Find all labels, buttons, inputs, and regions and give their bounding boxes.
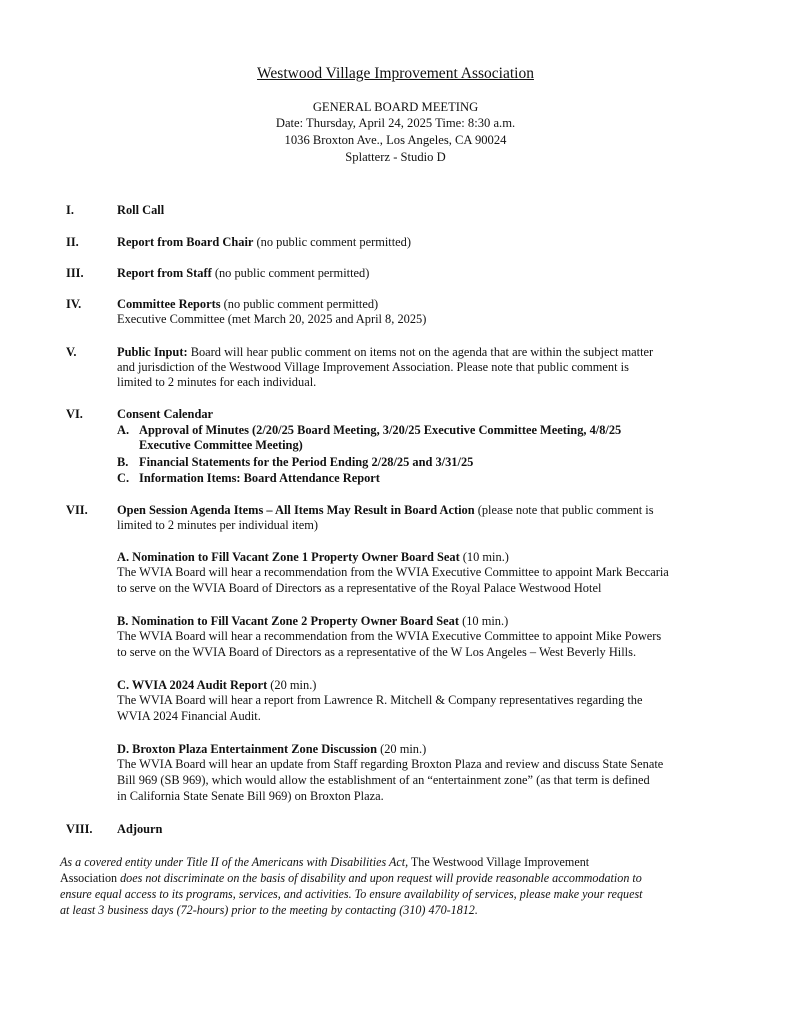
- item-number: IV.: [66, 297, 82, 311]
- item-number: III.: [66, 266, 84, 280]
- ada-notice-line: [60, 871, 740, 887]
- item-staff: [117, 266, 747, 282]
- item-number: VI.: [66, 407, 83, 421]
- ada-notice-line: ensure equal access to its programs, services, and activities. To ensure availability of services, please make your request: [60, 887, 643, 901]
- agenda-item-time: (10 min.): [459, 614, 509, 628]
- agenda-item-title: C. WVIA 2024 Audit Report: [117, 678, 268, 692]
- ada-text: The Westwood Village Improvement: [408, 855, 590, 869]
- subitem-information-items: Information Items: Board Attendance Report: [139, 471, 380, 485]
- item-text: limited to 2 minutes for each individual.: [117, 375, 317, 389]
- item-number: V.: [66, 345, 77, 359]
- item-open-session: [117, 503, 747, 519]
- agenda-item-text: to serve on the WVIA Board of Directors as a representative of the W Los Angeles – West Beverly Hills.: [117, 645, 637, 659]
- ada-text: Association: [60, 871, 118, 885]
- item-number: II.: [66, 235, 79, 249]
- subitem-financial-statements: Financial Statements for the Period Ending 2/28/25 and 3/31/25: [139, 455, 474, 469]
- agenda-item-time: (20 min.): [267, 678, 317, 692]
- subitem-letter: C.: [117, 471, 130, 485]
- meeting-venue: Splatterz - Studio D: [345, 150, 446, 164]
- ada-text-italic: does not discriminate on the basis of disability and upon request will provide reasonable accommodation to: [117, 871, 642, 885]
- agenda-item-text: The WVIA Board will hear a recommendation from the WVIA Executive Committee to appoint Mike Powers: [117, 629, 662, 643]
- item-title: Committee Reports: [117, 297, 221, 311]
- agenda-item-text: The WVIA Board will hear an update from Staff regarding Broxton Plaza and review and discuss State Senate: [117, 757, 664, 771]
- item-note: (please note that public comment is: [474, 503, 654, 517]
- item-committee-reports: [117, 297, 747, 313]
- agenda-item-title: A. Nomination to Fill Vacant Zone 1 Property Owner Board Seat: [117, 550, 460, 564]
- agenda-item-d-heading: [117, 742, 747, 758]
- item-number: I.: [66, 203, 74, 217]
- subitem-letter: B.: [117, 455, 129, 469]
- ada-text-italic: As a covered entity under Title II of the Americans with Disabilities Act,: [60, 855, 409, 869]
- item-number: VII.: [66, 503, 88, 517]
- item-note: (no public comment permitted): [220, 297, 379, 311]
- agenda-item-a-heading: [117, 550, 747, 566]
- agenda-item-time: (20 min.): [376, 742, 427, 756]
- item-title-roll-call: Roll Call: [117, 203, 165, 217]
- meeting-type: GENERAL BOARD MEETING: [312, 100, 479, 114]
- item-title-adjourn: Adjourn: [117, 822, 163, 836]
- agenda-item-b-heading: [117, 614, 747, 630]
- ada-notice-line: at least 3 business days (72-hours) prior to the meeting by contacting (310) 470-1812.: [60, 903, 478, 917]
- item-public-input: [117, 345, 747, 361]
- agenda-item-text: WVIA 2024 Financial Audit.: [117, 709, 261, 723]
- item-note-cont: limited to 2 minutes per individual item): [117, 518, 318, 532]
- item-title-consent-calendar: Consent Calendar: [117, 407, 214, 421]
- item-title: Report from Board Chair: [117, 235, 254, 249]
- item-board-chair: [117, 235, 747, 251]
- item-title: Open Session Agenda Items – All Items May Result in Board Action: [117, 503, 475, 517]
- agenda-item-time: (10 min.): [459, 550, 509, 564]
- agenda-item-c-heading: [117, 678, 747, 694]
- item-text: and jurisdiction of the Westwood Village Improvement Association. Please note that public comment is: [117, 360, 629, 374]
- item-title: Report from Staff: [117, 266, 212, 280]
- agenda-item-text: The WVIA Board will hear a recommendation from the WVIA Executive Committee to appoint Mark Beccaria: [117, 565, 669, 579]
- item-title: Public Input:: [117, 345, 188, 359]
- agenda-item-title: D. Broxton Plaza Entertainment Zone Discussion: [117, 742, 377, 756]
- subitem-approval-minutes-cont: Executive Committee Meeting): [139, 438, 303, 452]
- subitem-approval-minutes: Approval of Minutes (2/20/25 Board Meeting, 3/20/25 Executive Committee Meeting, 4/8/25: [139, 423, 622, 437]
- meeting-address: 1036 Broxton Ave., Los Angeles, CA 90024: [284, 133, 507, 147]
- item-note: (no public comment permitted): [253, 235, 411, 249]
- item-text: Executive Committee (met March 20, 2025 and April 8, 2025): [117, 312, 427, 326]
- item-text: Board will hear public comment on items not on the agenda that are within the subject matter: [187, 345, 654, 359]
- item-number: VIII.: [66, 822, 93, 836]
- item-note: (no public comment permitted): [211, 266, 370, 280]
- ada-notice-line: [60, 855, 740, 871]
- agenda-item-text: Bill 969 (SB 969), which would allow the establishment of an “entertainment zone” (as that term is defined: [117, 773, 650, 787]
- agenda-item-title: B. Nomination to Fill Vacant Zone 2 Property Owner Board Seat: [117, 614, 460, 628]
- meeting-date: Date: Thursday, April 24, 2025 Time: 8:30 a.m.: [275, 116, 516, 130]
- agenda-item-text: in California State Senate Bill 969) on Broxton Plaza.: [117, 789, 384, 803]
- subitem-letter: A.: [117, 423, 130, 437]
- agenda-item-text: The WVIA Board will hear a report from Lawrence R. Mitchell & Company representatives regarding the: [117, 693, 643, 707]
- document-title: Westwood Village Improvement Association: [257, 65, 534, 82]
- agenda-item-text: to serve on the WVIA Board of Directors as a representative of the Royal Palace Westwood Hotel: [117, 581, 602, 595]
